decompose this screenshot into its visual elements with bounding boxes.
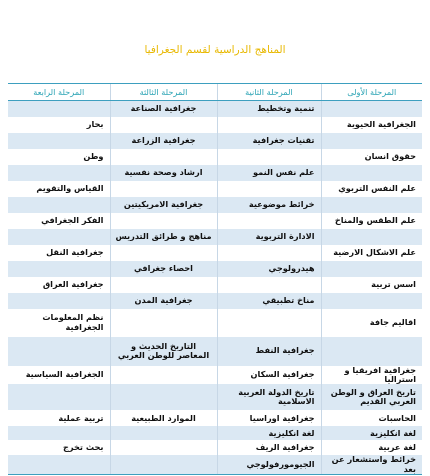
table-row: [8, 261, 422, 277]
table-row: [8, 245, 422, 261]
table-row: [8, 117, 422, 133]
table-cell: [321, 197, 422, 213]
table-cell: جغرافية اوراسيا: [217, 410, 321, 426]
table-cell: [8, 426, 110, 440]
table-cell: [8, 165, 110, 181]
table-cell: ارشاد وصحة نفسية: [110, 165, 217, 181]
table-row: [8, 337, 422, 366]
table-cell: مناخ تطبيقي: [217, 293, 321, 309]
table-cell: علم نفس النمو: [217, 165, 321, 181]
table-row: [8, 101, 422, 117]
table-cell: الموارد الطبيعية: [110, 410, 217, 426]
table-cell: [321, 165, 422, 181]
table-cell: جغرافية العراق: [8, 277, 110, 293]
table-cell: [8, 101, 110, 117]
table-cell: [110, 213, 217, 229]
table-row: [8, 366, 422, 385]
table-cell: احصاء جغرافي: [110, 261, 217, 277]
table-cell: [8, 455, 110, 474]
table-row: [8, 213, 422, 229]
table-row: [8, 165, 422, 181]
table-cell: مناهج و طرائق التدريس: [110, 229, 217, 245]
table-cell: بحث تخرج: [8, 440, 110, 455]
table-cell: لغة عربية: [321, 440, 422, 455]
table-row: [8, 149, 422, 165]
table-cell: لغة انكليزية: [321, 426, 422, 440]
table-cell: تاريخ العراق و الوطن العربي القديم: [321, 384, 422, 410]
header-stage-3: المرحلة الثالثة: [110, 84, 217, 101]
table-cell: تاريخ الدولة العربية الاسلامية: [217, 384, 321, 410]
table-row: [8, 426, 422, 440]
table-cell: [321, 101, 422, 117]
table-cell: [110, 277, 217, 293]
table-cell: [217, 117, 321, 133]
table-cell: جغرافية النقل: [8, 245, 110, 261]
table-cell: [321, 261, 422, 277]
table-cell: [110, 384, 217, 410]
header-stage-2: المرحلة الثانية: [217, 84, 321, 101]
table-cell: جغرافية الصناعة: [110, 101, 217, 117]
table-cell: اسس تربية: [321, 277, 422, 293]
table-cell: [8, 229, 110, 245]
table-cell: نظم المعلومات الجغرافية: [8, 309, 110, 337]
table-row: [8, 181, 422, 197]
table-cell: [8, 384, 110, 410]
table-cell: الحاسبات: [321, 410, 422, 426]
table-cell: الفكر الجغرافي: [8, 213, 110, 229]
table-cell: جغرافية افريقيا و استراليا: [321, 366, 422, 385]
table-cell: الجغرافية الحيوية: [321, 117, 422, 133]
page-title: المناهج الدراسية لقسم الجغرافيا: [144, 44, 286, 56]
table-cell: [110, 366, 217, 385]
table-cell: جغرافية الامريكيتين: [110, 197, 217, 213]
table-cell: [321, 133, 422, 149]
table-row: [8, 197, 422, 213]
header-row: [8, 84, 422, 101]
table-cell: [217, 181, 321, 197]
table-row: [8, 277, 422, 293]
table-cell: علم الطقس والمناخ: [321, 213, 422, 229]
table-cell: جغرافية المدن: [110, 293, 217, 309]
table-cell: [110, 245, 217, 261]
table-cell: خرائط واستشعار عن بعد: [321, 455, 422, 474]
table-row: [8, 133, 422, 149]
table-cell: وطن: [8, 149, 110, 165]
table-cell: التاريخ الحديث و المعاصر للوطن العربي: [110, 337, 217, 366]
table-cell: الادارة التربوية: [217, 229, 321, 245]
curriculum-table: [8, 83, 422, 475]
table-cell: [110, 117, 217, 133]
table-cell: خرائط موضوعية: [217, 197, 321, 213]
table-cell: [321, 293, 422, 309]
table-cell: [321, 337, 422, 366]
header-stage-1: المرحلة الأولى: [321, 84, 422, 101]
table-cell: [217, 277, 321, 293]
table-cell: جغرافية الزراعة: [110, 133, 217, 149]
table-cell: [110, 149, 217, 165]
table-row: [8, 455, 422, 474]
table-cell: [110, 309, 217, 337]
table-cell: [110, 455, 217, 474]
table-cell: اقاليم جافة: [321, 309, 422, 337]
table-row: [8, 309, 422, 337]
table-cell: [217, 309, 321, 337]
table-cell: جغرافية السكان: [217, 366, 321, 385]
table-cell: [8, 133, 110, 149]
table-cell: [217, 149, 321, 165]
table-row: [8, 384, 422, 410]
table-cell: تقنيات جغرافية: [217, 133, 321, 149]
table-cell: الجغرافية السياسية: [8, 366, 110, 385]
table-row: [8, 229, 422, 245]
table-cell: [110, 426, 217, 440]
table-cell: حقوق انسان: [321, 149, 422, 165]
table-cell: جغرافية الريف: [217, 440, 321, 455]
table-row: [8, 410, 422, 426]
table-cell: بحار: [8, 117, 110, 133]
table-cell: [217, 245, 321, 261]
table-cell: علم النفس التربوي: [321, 181, 422, 197]
table-cell: [110, 440, 217, 455]
table-cell: [8, 261, 110, 277]
table-cell: [321, 229, 422, 245]
table-cell: جغرافية النفط: [217, 337, 321, 366]
table-cell: القياس والتقويم: [8, 181, 110, 197]
table-cell: تنمية وتخطيط: [217, 101, 321, 117]
table-cell: لغة انكليزية: [217, 426, 321, 440]
table-cell: [8, 197, 110, 213]
table-cell: تربية عملية: [8, 410, 110, 426]
table-cell: [8, 293, 110, 309]
table-row: [8, 293, 422, 309]
table-cell: [8, 337, 110, 366]
table-cell: [110, 181, 217, 197]
table-row: [8, 440, 422, 455]
table-cell: هيدرولوجي: [217, 261, 321, 277]
header-stage-4: المرحلة الرابعة: [8, 84, 110, 101]
table-cell: علم الاشكال الارضية: [321, 245, 422, 261]
table-cell: [217, 213, 321, 229]
table-cell: الجيومورفولوجي: [217, 455, 321, 474]
